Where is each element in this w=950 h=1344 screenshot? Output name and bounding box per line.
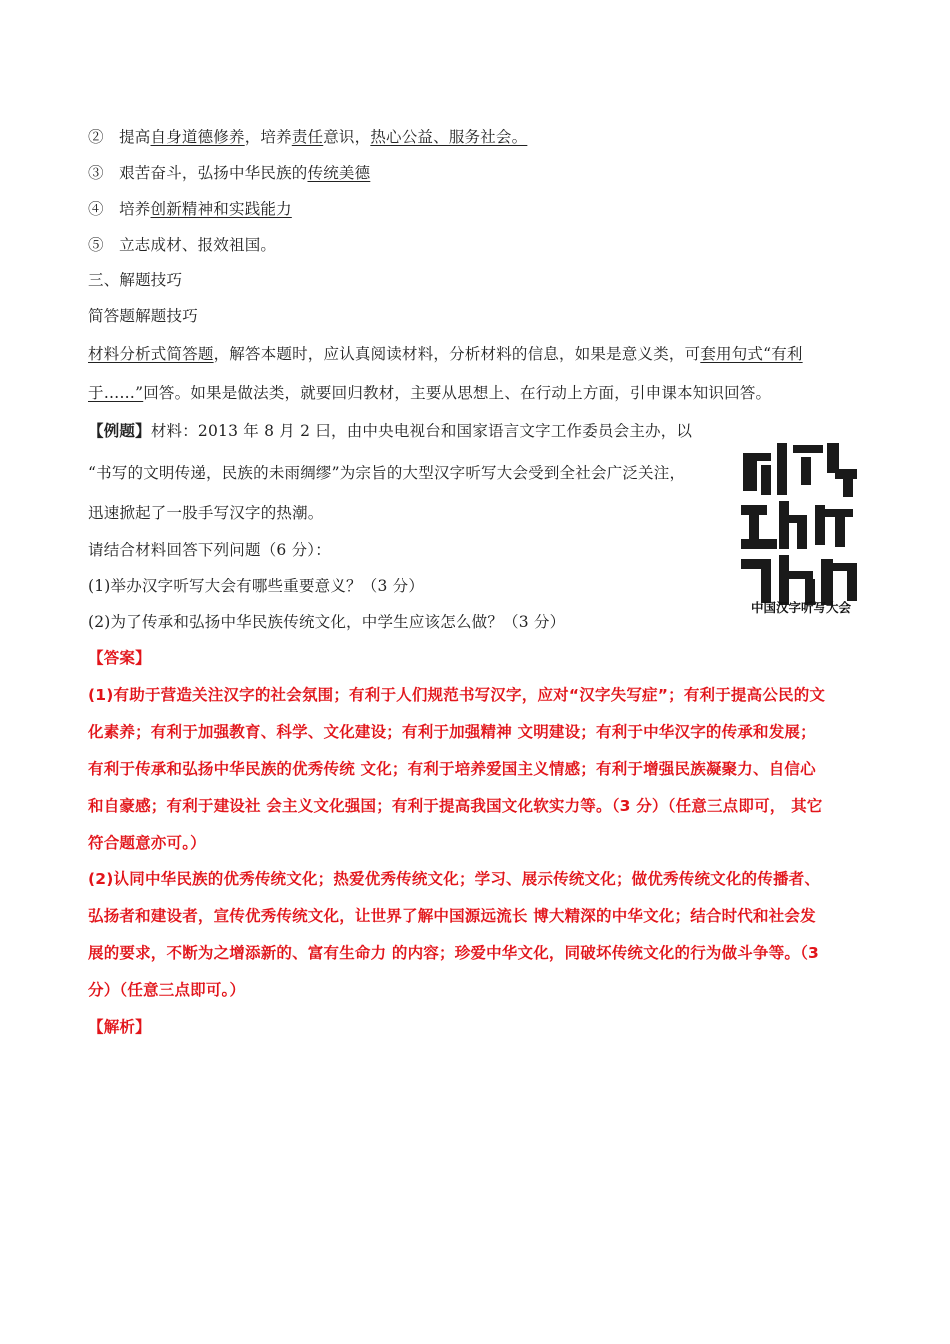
point-3: ③ 艰苦奋斗，弘扬中华民族的传统美德 [88,164,371,182]
point-4: ④ 培养创新精神和实践能力 [88,200,292,218]
logo-caption: 中国汉字听写大会 [750,600,851,615]
question-1: (1)举办汉字听写大会有哪些重要意义？（3 分） [88,577,425,595]
answer-1-line-5: 符合题意亦可。） [88,834,206,852]
answer-2-line-4: 分）（任意三点即可。） [88,981,246,999]
section-title: 三、解题技巧 [88,271,183,289]
question-2: (2)为了传承和弘扬中华民族传统文化，中学生应该怎么做？（3 分） [88,613,566,631]
tips-line-2: 于……”回答。如果是做法类，就要回归教材，主要从思想上、在行动上方面，引申课本知识回答。 [88,384,772,402]
example-line-1: 【例题】材料：2013 年 8 月 2 曰，由中央电视台和国家语言文字工作委员会主办，以 [88,421,693,440]
tips-line-1: 材料分析式简答题，解答本题时，应认真阅读材料，分析材料的信息，如果是意义类，可套用句式“有利 [88,345,803,363]
answer-2-line-2: 弘扬者和建设者，宣传优秀传统文化，让世界了解中国源远流长 博大精深的中华文化；结合时代和社会发 [88,907,816,925]
answer-label: 【答案】 [88,648,151,667]
analysis-label: 【解析】 [88,1017,151,1036]
point-5: ⑤ 立志成材、报效祖国。 [88,236,277,254]
answer-1-line-3: 有利于传承和弘扬中华民族的优秀传统 文化；有利于培养爱国主义情感；有利于增强民族凝聚力、自信心 [88,760,816,778]
hanzi-dictation-logo [735,425,865,620]
answer-2-line-1: (2)认同中华民族的优秀传统文化；热爱优秀传统文化；学习、展示传统文化；做优秀传统文化的传播者、 [88,870,821,888]
example-line-2: “书写的文明传递，民族的未雨绸缪”为宗旨的大型汉字听写大会受到全社会广泛关注， [88,464,686,482]
point-2: ② 提高自身道德修养，培养责任意识，热心公益、服务社会。 [88,128,528,146]
example-line-3: 迅速掀起了一股手写汉字的热潮。 [88,504,324,522]
answer-2-line-3: 展的要求，不断为之增添新的、富有生命力 的内容；珍爱中华文化，同破坏传统文化的行为做斗争等。（3 [88,944,820,962]
answer-1-line-2: 化素养；有利于加强教育、科学、文化建设；有利于加强精神 文明建设；有利于中华汉字的传承和发展； [88,723,816,741]
subtitle: 简答题解题技巧 [88,307,198,325]
answer-1-line-1: (1)有助于营造关注汉字的社会氛围；有利于人们规范书写汉字，应对“汉字失写症”；有利于提高公民的文 [88,686,826,704]
question-intro: 请结合材料回答下列问题（6 分）： [88,541,331,559]
answer-1-line-4: 和自豪感；有利于建设社 会主义文化强国；有利于提高我国文化软实力等。（3 分）（任意三点即可， 其它 [88,797,823,815]
